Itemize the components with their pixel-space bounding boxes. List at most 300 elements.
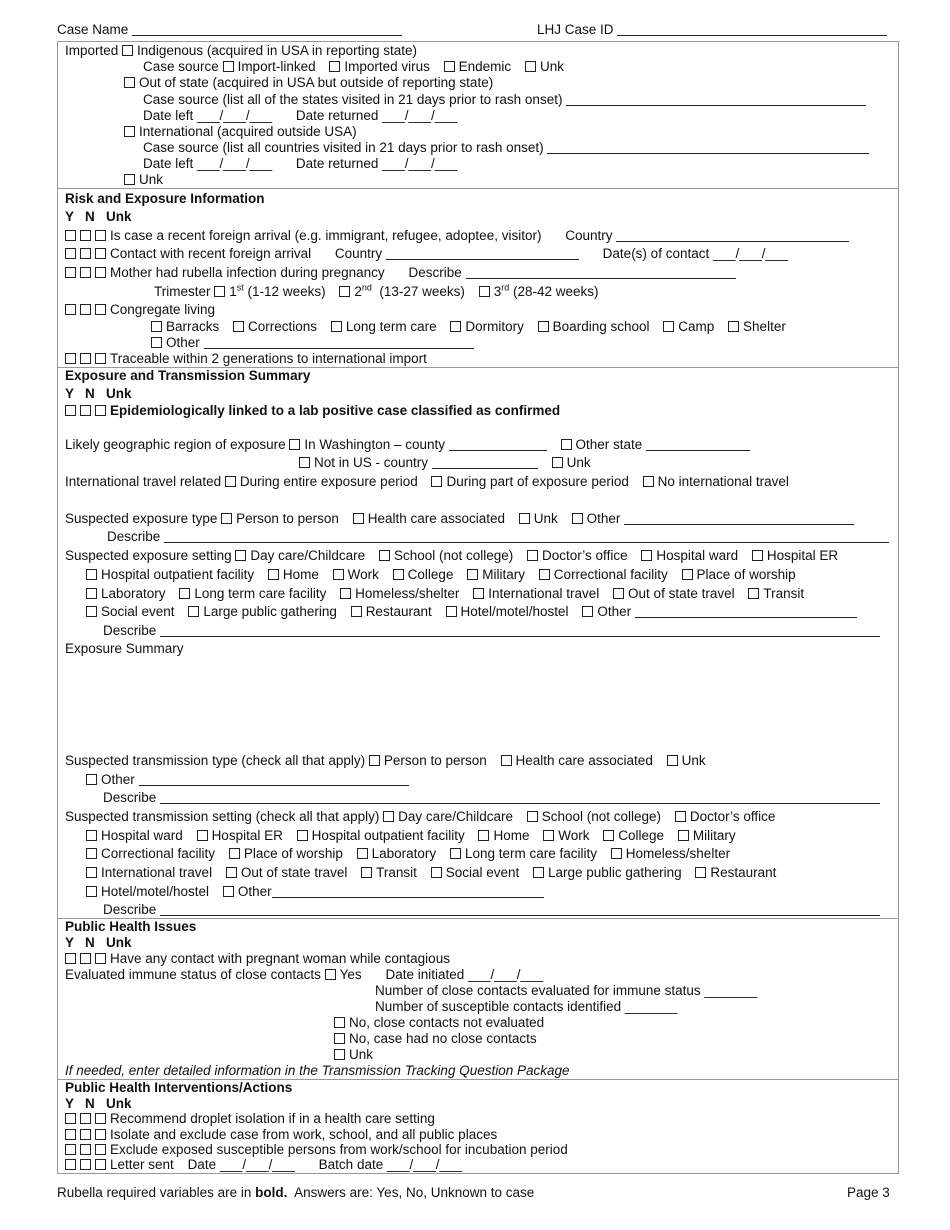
international-travel-label: International travel (101, 865, 213, 880)
unk-label: Unk (681, 753, 706, 768)
checkbox[interactable] (613, 588, 624, 599)
yes-checkbox[interactable] (65, 405, 76, 416)
no-checkbox[interactable] (80, 405, 91, 416)
checkbox[interactable] (333, 569, 344, 580)
checkbox[interactable] (86, 774, 97, 785)
checkbox[interactable] (188, 606, 199, 617)
congregate-options-row (151, 319, 786, 335)
unk-checkbox[interactable] (95, 1113, 106, 1124)
likely-region-row (65, 437, 750, 453)
yes-checkbox[interactable] (65, 230, 76, 241)
lhj-case-id-field[interactable] (617, 23, 887, 36)
during-part-label: During part of exposure period (446, 474, 629, 489)
unk-checkbox[interactable] (95, 230, 106, 241)
checkbox[interactable] (525, 61, 536, 72)
unk-checkbox[interactable] (95, 1159, 106, 1170)
checkbox[interactable] (527, 550, 538, 561)
military-label: Military (482, 567, 525, 582)
checkbox[interactable] (197, 830, 208, 841)
droplet-row (65, 1111, 435, 1127)
intl-travel-label: International travel related (65, 474, 222, 489)
lhj-case-id-label: LHJ Case ID (537, 22, 614, 37)
unk-checkbox[interactable] (95, 267, 106, 278)
checkbox[interactable] (561, 439, 572, 450)
footer-note-text: Rubella required variables are in (57, 1185, 256, 1200)
checkbox[interactable] (728, 321, 739, 332)
checkbox[interactable] (444, 61, 455, 72)
hospital-outpatient-label: Hospital outpatient facility (101, 567, 255, 582)
checkbox[interactable] (675, 811, 686, 822)
checkbox[interactable] (86, 830, 97, 841)
no-checkbox[interactable] (80, 248, 91, 259)
describe-row (103, 902, 880, 918)
date-initiated[interactable]: Date initiated ___/___/___ (385, 967, 544, 982)
home-label: Home (282, 567, 319, 582)
health-care-associated-label: Health care associated (367, 511, 506, 526)
school-label: School (not college) (541, 809, 662, 824)
yn-header: Y N Unk (65, 209, 132, 224)
other-field[interactable] (139, 773, 409, 786)
checkbox[interactable] (268, 569, 279, 580)
yes-checkbox[interactable] (65, 1113, 76, 1124)
checkbox[interactable] (748, 588, 759, 599)
checkbox[interactable] (603, 830, 614, 841)
checkbox[interactable] (353, 513, 364, 524)
checkbox[interactable] (479, 286, 490, 297)
checkbox[interactable] (369, 755, 380, 766)
unk-checkbox[interactable] (95, 248, 106, 259)
checkbox[interactable] (572, 513, 583, 524)
yn-header: Y N Unk (65, 935, 132, 950)
no-checkbox[interactable] (80, 1129, 91, 1140)
no-checkbox[interactable] (80, 1144, 91, 1155)
footer-note (57, 1185, 534, 1201)
footer-note-answers: Answers are: Yes, No, Unknown to case (287, 1185, 535, 1200)
congregate-label: Congregate living (110, 302, 216, 317)
checkbox[interactable] (473, 588, 484, 599)
social-event-label: Social event (101, 604, 175, 619)
checkbox[interactable] (611, 848, 622, 859)
checkbox[interactable] (519, 513, 530, 524)
describe-field[interactable] (160, 791, 880, 804)
describe-label: Describe (107, 529, 161, 544)
exclude-label: Exclude exposed susceptible persons from work/school for incubation period (110, 1142, 568, 1157)
checkbox[interactable] (331, 321, 342, 332)
checkbox[interactable] (379, 550, 390, 561)
corrections-label: Corrections (248, 319, 318, 334)
work-label: Work (558, 828, 590, 843)
checkbox[interactable] (641, 550, 652, 561)
yn-header: Y N Unk (65, 1096, 132, 1111)
likely-region-label: Likely geographic region of exposure (65, 437, 286, 452)
transmission-type-label: Suspected transmission type (check all that apply) (65, 753, 366, 768)
unk-checkbox[interactable] (95, 1144, 106, 1155)
checkbox[interactable] (501, 755, 512, 766)
suspected-type-label: Suspected exposure type (65, 511, 218, 526)
checkbox[interactable] (450, 848, 461, 859)
exposure-title: Exposure and Transmission Summary (65, 368, 311, 383)
homeless-shelter-label: Homeless/shelter (625, 846, 731, 861)
checkbox[interactable] (467, 569, 478, 580)
checkbox[interactable] (297, 830, 308, 841)
tri2: 2 (354, 284, 362, 299)
case-source-states-label: Case source (list all of the states visited in 21 days prior to rash onset) (143, 92, 563, 107)
trimester-row (154, 284, 599, 300)
yes-checkbox[interactable] (65, 353, 76, 364)
military-label: Military (692, 828, 736, 843)
exposure-summary-label: Exposure Summary (65, 641, 184, 656)
transit-label: Transit (376, 865, 417, 880)
isolate-label: Isolate and exclude case from work, school, and all public places (110, 1127, 498, 1142)
unk-row (334, 1047, 373, 1063)
foreign-arrival-question: Is case a recent foreign arrival (e.g. immigrant, refugee, adoptee, visitor) (110, 228, 542, 243)
checkbox[interactable] (339, 286, 350, 297)
case-name-row (57, 22, 402, 38)
checkbox[interactable] (124, 77, 135, 88)
contact-foreign-row (65, 246, 788, 262)
foreign-arrival-row (65, 228, 849, 244)
checkbox[interactable] (527, 811, 538, 822)
unk-label: Unk (349, 1047, 374, 1062)
hotel-label: Hotel/motel/hostel (101, 884, 210, 899)
setting-row-3 (86, 586, 804, 602)
laboratory-label: Laboratory (371, 846, 437, 861)
mother-rubella-row (65, 265, 736, 281)
checkbox[interactable] (357, 848, 368, 859)
large-gathering-label: Large public gathering (548, 865, 682, 880)
checkbox[interactable] (86, 867, 97, 878)
other-label: Other (166, 335, 200, 350)
traceable-label: Traceable within 2 generations to international import (110, 351, 427, 366)
evaluated-label: Evaluated immune status of close contacts (65, 967, 321, 982)
checkbox[interactable] (539, 569, 550, 580)
letter-date[interactable]: Date ___/___/___ (187, 1157, 295, 1172)
countries-field[interactable] (547, 141, 869, 154)
unk-row (124, 172, 163, 188)
no-checkbox[interactable] (80, 267, 91, 278)
yes-checkbox[interactable] (65, 1144, 76, 1155)
tri2-sup: nd (361, 282, 372, 293)
checkbox[interactable] (289, 439, 300, 450)
checkbox[interactable] (543, 830, 554, 841)
describe-row (107, 529, 889, 545)
exposure-summary-field[interactable] (65, 660, 885, 750)
out-of-state-travel-label: Out of state travel (240, 865, 348, 880)
epi-linked-row (65, 403, 560, 419)
hospital-er-label: Hospital ER (211, 828, 283, 843)
transit-label: Transit (763, 586, 805, 601)
suspected-type-row (65, 511, 854, 527)
checkbox[interactable] (351, 606, 362, 617)
describe-row (103, 790, 880, 806)
checkbox[interactable] (340, 588, 351, 599)
checkbox[interactable] (122, 45, 133, 56)
case-source-row (143, 59, 564, 75)
shelter-label: Shelter (743, 319, 786, 334)
letter-sent-label: Letter sent (110, 1157, 174, 1172)
congregate-row (65, 302, 215, 318)
checkbox[interactable] (752, 550, 763, 561)
unk-label: Unk (566, 455, 591, 470)
lhj-case-id-row (537, 22, 887, 38)
date-returned[interactable]: Date returned ___/___/___ (295, 108, 458, 123)
yes-checkbox[interactable] (65, 953, 76, 964)
unk-checkbox[interactable] (95, 353, 106, 364)
home-label: Home (493, 828, 530, 843)
date-returned[interactable]: Date returned ___/___/___ (295, 156, 458, 171)
checkbox[interactable] (124, 126, 135, 137)
checkbox[interactable] (151, 321, 162, 332)
unk-checkbox[interactable] (95, 1129, 106, 1140)
checkbox[interactable] (221, 513, 232, 524)
yes-checkbox[interactable] (65, 267, 76, 278)
other-label: Other (101, 772, 135, 787)
checkbox[interactable] (334, 1033, 345, 1044)
checkbox[interactable] (334, 1017, 345, 1028)
transmission-type-row (65, 753, 706, 769)
international-label: International (acquired outside USA) (139, 124, 357, 139)
person-to-person-label: Person to person (383, 753, 487, 768)
letter-sent-row (65, 1157, 462, 1173)
date-left[interactable]: Date left ___/___/___ (143, 156, 273, 171)
country-field[interactable] (432, 456, 538, 469)
college-label: College (618, 828, 665, 843)
describe-label: Describe (408, 265, 462, 280)
no-checkbox[interactable] (80, 230, 91, 241)
out-of-state-travel-label: Out of state travel (628, 586, 735, 601)
checkbox[interactable] (233, 321, 244, 332)
country-field[interactable] (386, 247, 579, 260)
checkbox[interactable] (86, 848, 97, 859)
out-of-state-label: Out of state (acquired in USA but outside of reporting state) (139, 75, 494, 90)
unk-checkbox[interactable] (95, 304, 106, 315)
checkbox[interactable] (225, 476, 236, 487)
describe-label: Describe (103, 623, 157, 638)
describe-label: Describe (103, 790, 157, 805)
tri3: 3 (493, 284, 502, 299)
describe-field[interactable] (466, 266, 736, 279)
checkbox[interactable] (86, 606, 97, 617)
num-susceptible[interactable]: Number of susceptible contacts identified _______ (375, 999, 678, 1014)
checkbox[interactable] (86, 886, 97, 897)
checkbox[interactable] (431, 867, 442, 878)
no-checkbox[interactable] (80, 353, 91, 364)
page-number: Page 3 (847, 1185, 890, 1200)
tri2-range: (13-27 weeks) (371, 284, 465, 299)
setting-row-2 (86, 567, 796, 583)
no-checkbox[interactable] (80, 304, 91, 315)
other-field[interactable] (635, 605, 857, 618)
other-state-field[interactable] (646, 438, 750, 451)
checkbox[interactable] (223, 886, 234, 897)
yes-label: Yes (339, 967, 362, 982)
not-evaluated-row (334, 1015, 544, 1031)
hospital-ward-label: Hospital ward (656, 548, 739, 563)
num-evaluated[interactable]: Number of close contacts evaluated for immune status _______ (375, 983, 757, 998)
trimester-label: Trimester (154, 284, 211, 299)
indigenous-label: Indigenous (acquired in USA in reporting state) (137, 43, 417, 58)
other-field[interactable] (624, 512, 854, 525)
unk-label: Unk (533, 511, 558, 526)
no-checkbox[interactable] (80, 953, 91, 964)
checkbox[interactable] (393, 569, 404, 580)
imported-label: Imported (65, 43, 119, 58)
states-row (143, 92, 866, 108)
hospital-outpatient-label: Hospital outpatient facility (311, 828, 465, 843)
date-left[interactable]: Date left ___/___/___ (143, 108, 273, 123)
checkbox[interactable] (235, 550, 246, 561)
correctional-label: Correctional facility (553, 567, 668, 582)
checkbox[interactable] (678, 830, 689, 841)
dates-of-contact[interactable]: Date(s) of contact ___/___/___ (602, 246, 789, 261)
describe-field[interactable] (164, 530, 889, 543)
dates-row (143, 108, 457, 124)
yes-checkbox[interactable] (65, 1159, 76, 1170)
camp-label: Camp (678, 319, 715, 334)
imported-virus-label: Imported virus (344, 59, 430, 74)
checkbox[interactable] (582, 606, 593, 617)
ltc-facility-label: Long term care facility (194, 586, 327, 601)
checkbox[interactable] (223, 61, 234, 72)
checkbox[interactable] (86, 588, 97, 599)
long-term-care-label: Long term care (345, 319, 437, 334)
not-evaluated-label: No, close contacts not evaluated (349, 1015, 545, 1030)
health-care-associated-label: Health care associated (515, 753, 653, 768)
checkbox[interactable] (663, 321, 674, 332)
unk-label: Unk (139, 172, 164, 187)
pregnant-contact-row (65, 951, 450, 967)
other-field[interactable] (272, 885, 544, 898)
divider (57, 188, 899, 189)
restaurant-label: Restaurant (365, 604, 432, 619)
checkbox[interactable] (226, 867, 237, 878)
checkbox[interactable] (643, 476, 654, 487)
droplet-label: Recommend droplet isolation if in a health care setting (110, 1111, 435, 1126)
checkbox[interactable] (478, 830, 489, 841)
states-field[interactable] (566, 93, 866, 106)
country-field[interactable] (616, 229, 849, 242)
international-travel-label: International travel (488, 586, 600, 601)
checkbox[interactable] (229, 848, 240, 859)
other-field[interactable] (204, 336, 474, 349)
endemic-label: Endemic (458, 59, 512, 74)
checkbox[interactable] (538, 321, 549, 332)
checkbox[interactable] (179, 588, 190, 599)
not-in-us-row (299, 455, 591, 471)
unk-checkbox[interactable] (95, 953, 106, 964)
no-close-contacts-label: No, case had no close contacts (349, 1031, 537, 1046)
batch-date[interactable]: Batch date ___/___/___ (318, 1157, 463, 1172)
checkbox[interactable] (325, 969, 336, 980)
checkbox[interactable] (431, 476, 442, 487)
country-label: Country (334, 246, 383, 261)
transmission-row-4 (86, 865, 776, 881)
tri3-range: (28-42 weeks) (509, 284, 599, 299)
checkbox[interactable] (533, 867, 544, 878)
doctors-office-label: Doctor’s office (689, 809, 776, 824)
transmission-other-row (86, 772, 409, 788)
no-checkbox[interactable] (80, 1113, 91, 1124)
checkbox[interactable] (329, 61, 340, 72)
no-checkbox[interactable] (80, 1159, 91, 1170)
describe-field[interactable] (160, 903, 880, 916)
dormitory-label: Dormitory (465, 319, 524, 334)
checkbox[interactable] (361, 867, 372, 878)
restaurant-label: Restaurant (710, 865, 777, 880)
checkbox[interactable] (124, 174, 135, 185)
checkbox[interactable] (334, 1049, 345, 1060)
epi-linked-label: Epidemiologically linked to a lab positive case classified as confirmed (110, 403, 561, 418)
checkbox[interactable] (450, 321, 461, 332)
dates-row (143, 156, 457, 172)
contact-foreign-label: Contact with recent foreign arrival (110, 246, 312, 261)
yn-header: Y N Unk (65, 386, 132, 401)
exclude-row (65, 1142, 568, 1158)
tri1-range: (1-12 weeks) (243, 284, 326, 299)
transmission-row-5 (86, 884, 544, 900)
boarding-school-label: Boarding school (552, 319, 650, 334)
countries-row (143, 140, 869, 156)
imported-row (65, 43, 417, 59)
county-field[interactable] (449, 438, 547, 451)
no-close-contacts-row (334, 1031, 537, 1047)
yes-checkbox[interactable] (65, 304, 76, 315)
detail-note: If needed, enter detailed information in the Transmission Tracking Question Package (65, 1063, 570, 1078)
checkbox[interactable] (695, 867, 706, 878)
place-of-worship-label: Place of worship (243, 846, 343, 861)
unk-label: Unk (539, 59, 564, 74)
hotel-label: Hotel/motel/hostel (460, 604, 569, 619)
checkbox[interactable] (86, 569, 97, 580)
checkbox[interactable] (151, 337, 162, 348)
checkbox[interactable] (552, 457, 563, 468)
tri3-sup: rd (501, 282, 510, 293)
out-of-state-row (124, 75, 493, 91)
evaluated-row (65, 967, 543, 983)
pregnant-contact-label: Have any contact with pregnant woman while contagious (110, 951, 450, 966)
ltc-facility-label: Long term care facility (464, 846, 598, 861)
barracks-label: Barracks (166, 319, 220, 334)
yes-checkbox[interactable] (65, 1129, 76, 1140)
other-label: Other (237, 884, 272, 899)
checkbox[interactable] (214, 286, 225, 297)
suspected-setting-row (65, 548, 838, 564)
correctional-label: Correctional facility (101, 846, 216, 861)
congregate-other-row (151, 335, 474, 351)
checkbox[interactable] (299, 457, 310, 468)
social-event-label: Social event (445, 865, 520, 880)
homeless-shelter-label: Homeless/shelter (355, 586, 460, 601)
college-label: College (407, 567, 454, 582)
describe-field[interactable] (160, 624, 880, 637)
international-row (124, 124, 357, 140)
unk-checkbox[interactable] (95, 405, 106, 416)
case-name-field[interactable] (132, 23, 402, 36)
checkbox[interactable] (667, 755, 678, 766)
isolate-row (65, 1127, 497, 1143)
transmission-setting-label: Suspected transmission setting (check all that apply) (65, 809, 380, 824)
other-state-label: Other state (575, 437, 643, 452)
traceable-row (65, 351, 427, 367)
checkbox[interactable] (383, 811, 394, 822)
yes-checkbox[interactable] (65, 248, 76, 259)
school-label: School (not college) (393, 548, 514, 563)
person-to-person-label: Person to person (236, 511, 339, 526)
checkbox[interactable] (682, 569, 693, 580)
tri1: 1 (229, 284, 237, 299)
other-label: Other (586, 511, 621, 526)
checkbox[interactable] (446, 606, 457, 617)
